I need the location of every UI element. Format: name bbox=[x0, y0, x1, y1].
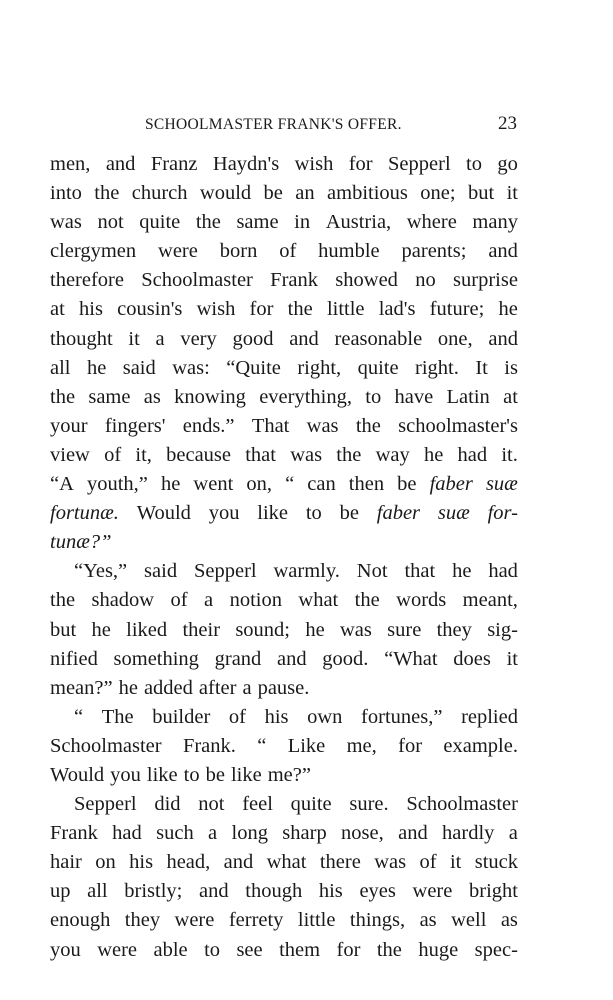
text-line: Would you like to be like me?” bbox=[50, 763, 311, 786]
text-line: tunæ?” bbox=[50, 531, 112, 554]
text-line: “ The builder of his own fortunes,” replied bbox=[74, 705, 518, 728]
text-line: Frank had such a long sharp nose, and hardly a bbox=[50, 822, 518, 845]
text-line: nified something grand and good. “What does it bbox=[50, 647, 518, 670]
text-line: men, and Franz Haydn's wish for Sepperl to go bbox=[50, 153, 518, 175]
text-line: therefore Schoolmaster Frank showed no surprise bbox=[50, 269, 518, 292]
text-line: was not quite the same in Austria, where many bbox=[50, 211, 518, 234]
text-line: your fingers' ends.” That was the schoolmaster's bbox=[50, 414, 518, 437]
text-line: view of it, because that was the way he had it. bbox=[50, 443, 518, 466]
text-line: the same as knowing everything, to have Latin at bbox=[50, 385, 518, 408]
text-line: Schoolmaster Frank. “ Like me, for example. bbox=[50, 734, 518, 757]
text-line: at his cousin's wish for the little lad's future; he bbox=[50, 298, 518, 321]
text-line: mean?” he added after a pause. bbox=[50, 676, 310, 699]
text-line: but he liked their sound; he was sure they sig- bbox=[50, 618, 518, 641]
text-line: up all bristly; and though his eyes were bright bbox=[50, 880, 518, 903]
text-line: into the church would be an ambitious one; but it bbox=[50, 182, 518, 205]
text-line: the shadow of a notion what the words meant, bbox=[50, 589, 518, 612]
running-head: SCHOOLMASTER FRANK'S OFFER. bbox=[145, 116, 402, 133]
text-line: fortunæ. Would you like to be faber suæ for- bbox=[50, 502, 518, 525]
text-line: “A youth,” he went on, “ can then be faber suæ bbox=[50, 473, 518, 496]
text-line: thought it a very good and reasonable one, and bbox=[50, 327, 518, 350]
text-line: enough they were ferrety little things, as well as bbox=[50, 909, 518, 932]
text-line: all he said was: “Quite right, quite right. It is bbox=[50, 356, 518, 379]
body-text bbox=[50, 150, 518, 965]
text-line: clergymen were born of humble parents; and bbox=[50, 240, 518, 263]
text-line: Sepperl did not feel quite sure. Schoolmaster bbox=[74, 793, 518, 816]
page-number: 23 bbox=[498, 113, 517, 134]
text-line: hair on his head, and what there was of it stuck bbox=[50, 851, 518, 874]
text-line: you were able to see them for the huge spec- bbox=[50, 938, 518, 961]
text-line: “Yes,” said Sepperl warmly. Not that he had bbox=[74, 560, 518, 583]
